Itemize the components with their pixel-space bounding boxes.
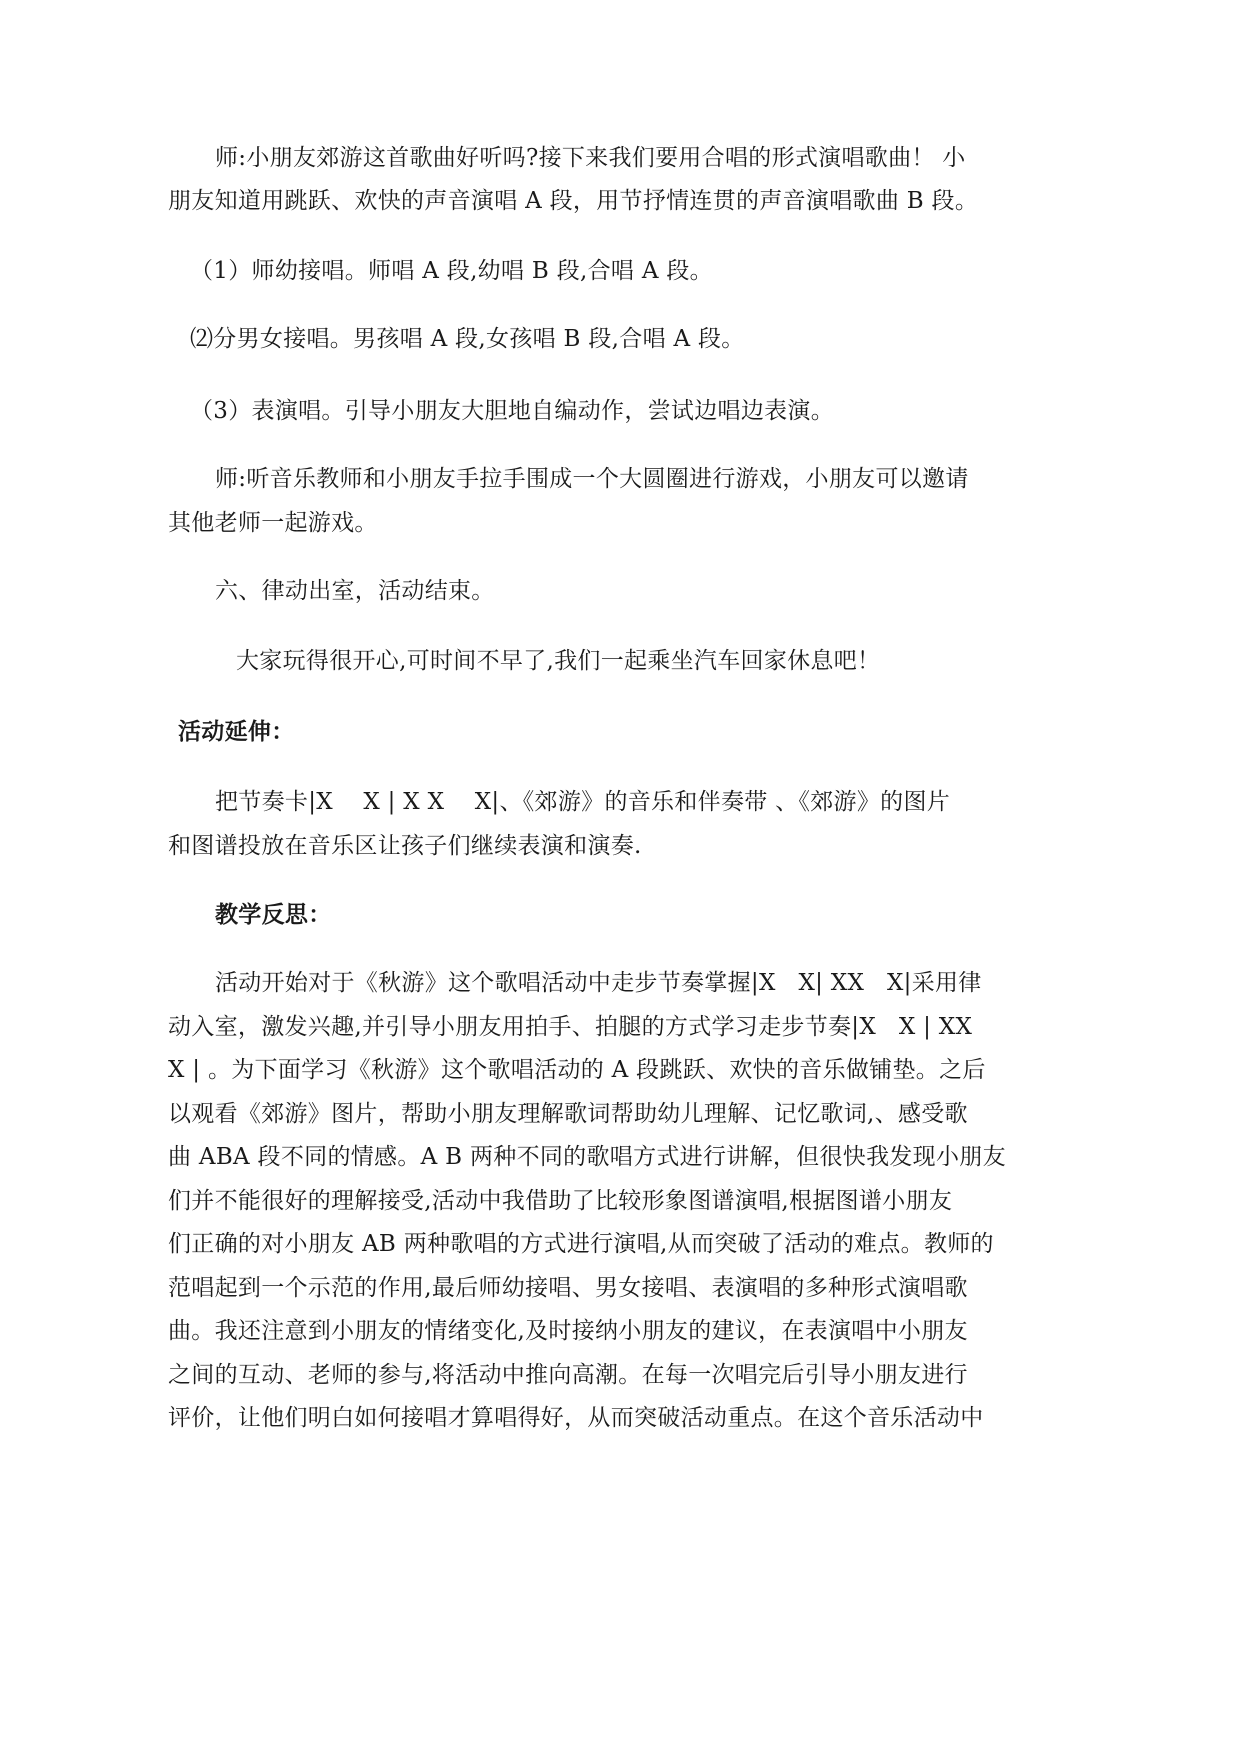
list-item: ⑵分男女接唱。男孩唱 A 段,女孩唱 B 段,合唱 A 段。 — [190, 326, 745, 352]
list-item: （1）师幼接唱。师唱 A 段,幼唱 B 段,合唱 A 段。 — [190, 258, 713, 284]
paragraph-line: 们并不能很好的理解接受,活动中我借助了比较形象图谱演唱,根据图谱小朋友 — [168, 1188, 953, 1214]
paragraph-line: 师:小朋友郊游这首歌曲好听吗?接下来我们要用合唱的形式演唱歌曲！ 小 — [215, 145, 966, 171]
paragraph-line: 曲 ABA 段不同的情感。A B 两种不同的歌唱方式进行讲解，但很快我发现小朋友 — [168, 1144, 1006, 1170]
list-item: （3）表演唱。引导小朋友大胆地自编动作，尝试边唱边表演。 — [190, 398, 835, 424]
paragraph-line: 之间的互动、老师的参与,将活动中推向高潮。在每一次唱完后引导小朋友进行 — [168, 1362, 968, 1388]
heading-extension: 活动延伸： — [178, 718, 295, 745]
paragraph-line: 把节奏卡|X X | X X X|、《郊游》的音乐和伴奏带 、《郊游》的图片 — [215, 789, 951, 815]
paragraph-line: 大家玩得很开心,可时间不早了,我们一起乘坐汽车回家休息吧！ — [236, 648, 881, 674]
paragraph-line: 动入室，激发兴趣,并引导小朋友用拍手、拍腿的方式学习走步节奏|X X | XX — [168, 1014, 973, 1040]
paragraph-line: 们正确的对小朋友 AB 两种歌唱的方式进行演唱,从而突破了活动的难点。教师的 — [168, 1231, 994, 1257]
paragraph-line: 朋友知道用跳跃、欢快的声音演唱 A 段，用节抒情连贯的声音演唱歌曲 B 段。 — [168, 188, 979, 214]
section-heading: 六、律动出室，活动结束。 — [215, 578, 495, 604]
paragraph-line: 师:听音乐教师和小朋友手拉手围成一个大圆圈进行游戏，小朋友可以邀请 — [215, 466, 969, 492]
paragraph-line: 以观看《郊游》图片，帮助小朋友理解歌词帮助幼儿理解、记忆歌词,、感受歌 — [168, 1101, 968, 1127]
paragraph-line: 评价，让他们明白如何接唱才算唱得好，从而突破活动重点。在这个音乐活动中 — [168, 1405, 984, 1431]
heading-reflection: 教学反思： — [215, 901, 332, 928]
paragraph-line: 曲。我还注意到小朋友的情绪变化,及时接纳小朋友的建议，在表演唱中小朋友 — [168, 1318, 968, 1344]
paragraph-line: 其他老师一起游戏。 — [168, 510, 378, 536]
paragraph-line: X | 。为下面学习《秋游》这个歌唱活动的 A 段跳跃、欢快的音乐做铺垫。之后 — [168, 1057, 986, 1083]
paragraph-line: 范唱起到一个示范的作用,最后师幼接唱、男女接唱、表演唱的多种形式演唱歌 — [168, 1275, 968, 1301]
paragraph-line: 和图谱投放在音乐区让孩子们继续表演和演奏. — [168, 833, 642, 859]
paragraph-line: 活动开始对于《秋游》这个歌唱活动中走步节奏掌握|X X| XX X|采用律 — [215, 970, 982, 996]
